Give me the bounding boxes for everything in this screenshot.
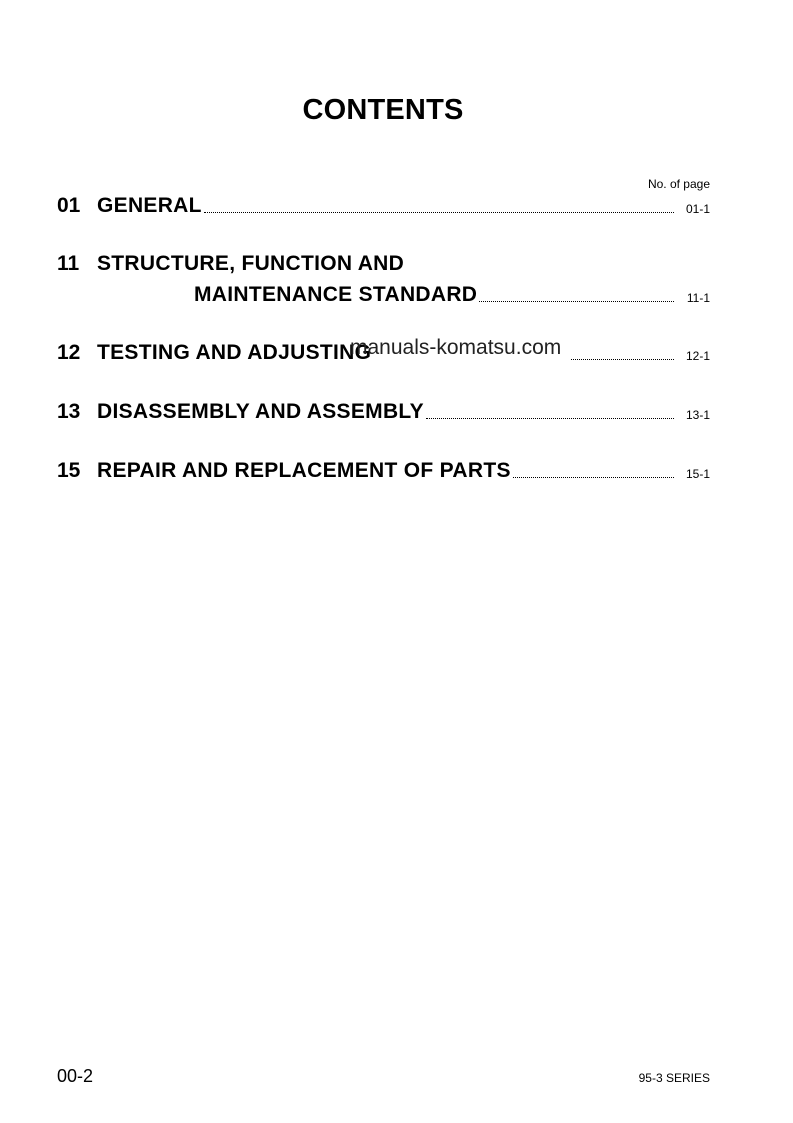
watermark-text: manuals-komatsu.com xyxy=(350,336,562,359)
toc-entry-label: REPAIR AND REPLACEMENT OF PARTS xyxy=(97,459,511,482)
toc-entry-number: 01 xyxy=(57,194,81,217)
footer-series: 95-3 SERIES xyxy=(638,1071,710,1085)
dot-leader xyxy=(571,358,674,360)
toc-entry-page: 01-1 xyxy=(685,202,710,216)
toc-entry-number: 13 xyxy=(57,400,81,423)
toc-entry-number: 15 xyxy=(57,459,81,482)
dot-leader xyxy=(426,417,674,419)
toc-entry-page: 11-1 xyxy=(686,291,710,305)
toc-entry-number: 12 xyxy=(57,341,81,364)
toc-entry-general[interactable] xyxy=(57,188,710,218)
dot-leader xyxy=(479,300,674,302)
toc-entry-structure[interactable] xyxy=(57,277,710,307)
toc-entry-label-line1: STRUCTURE, FUNCTION AND xyxy=(97,252,405,275)
footer-page-number: 00-2 xyxy=(57,1066,94,1086)
page-number-column-header: No. of page xyxy=(647,177,710,191)
toc-entry-label: DISASSEMBLY AND ASSEMBLY xyxy=(97,400,424,423)
toc-entry-disassembly[interactable] xyxy=(57,394,710,424)
toc-entry-label: GENERAL xyxy=(97,194,202,217)
toc-entry-repair[interactable] xyxy=(57,453,710,483)
toc-entry-number: 11 xyxy=(57,252,80,275)
page-title: CONTENTS xyxy=(302,94,464,126)
toc-entry-page: 15-1 xyxy=(685,467,710,481)
toc-entry-label: MAINTENANCE STANDARD xyxy=(194,283,478,306)
toc-entry-structure-line1[interactable] xyxy=(57,246,710,276)
toc-entry-label: TESTING AND ADJUSTING xyxy=(97,341,372,364)
toc-entry-page: 12-1 xyxy=(685,349,710,363)
toc-entry-page: 13-1 xyxy=(685,408,710,422)
dot-leader xyxy=(204,211,674,213)
dot-leader xyxy=(513,476,674,478)
